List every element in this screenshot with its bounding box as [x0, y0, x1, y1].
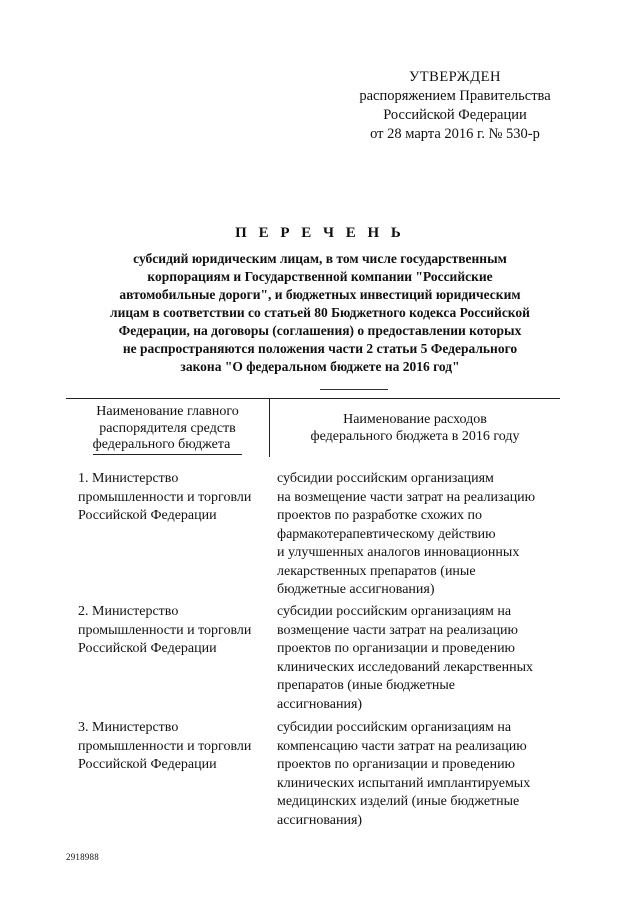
- subtitle-line: не распространяются положения части 2 статьи 5 Федерального: [122, 341, 518, 356]
- cell-line: промышленности и торговли: [78, 489, 252, 505]
- row-expense: [277, 719, 560, 830]
- cell-line: Российской Федерации: [78, 641, 217, 656]
- cell-line: ассигнования): [277, 696, 363, 712]
- cell-line: фармакотерапевтическому действию: [277, 526, 496, 542]
- cell-line: проектов по разработке схожих по: [277, 508, 483, 523]
- approval-title: УТВЕРЖДЕН: [409, 69, 501, 85]
- cell-line: промышленности и торговли: [78, 622, 252, 638]
- header-line: Наименование расходов: [343, 412, 487, 427]
- table-header: [66, 398, 560, 457]
- approval-line: от 28 марта 2016 г. № 530-р: [370, 126, 540, 142]
- header-cell-expenses: [270, 412, 560, 445]
- header-line: Наименование главного: [96, 404, 239, 419]
- cell-line: 3. Министерство: [78, 720, 179, 735]
- separator-line: [320, 389, 388, 390]
- cell-line: клинических исследований лекарственных: [277, 659, 534, 675]
- cell-line: препаратов (иные бюджетные: [277, 678, 456, 693]
- cell-line: субсидии российским организациям: [277, 471, 494, 486]
- cell-line: 2. Министерство: [78, 604, 179, 619]
- subtitle-line: лицам в соответствии со статьей 80 Бюджетного кодекса Российской: [110, 305, 530, 320]
- subsidies-table: [66, 398, 560, 828]
- approval-line: Российской Федерации: [383, 107, 527, 123]
- row-administrator: [78, 470, 270, 526]
- cell-line: на возмещение части затрат на реализацию: [277, 489, 536, 505]
- cell-line: медицинских изделий (иные бюджетные: [277, 794, 520, 809]
- cell-line: клинических испытаний имплантируемых: [277, 775, 531, 791]
- cell-line: возмещение части затрат на реализацию: [277, 622, 518, 638]
- subtitle-line: субсидий юридическим лицам, в том числе государственным: [133, 251, 507, 266]
- cell-line: компенсацию части затрат на реализацию: [277, 738, 527, 754]
- header-line: федерального бюджета в 2016 году: [310, 428, 520, 444]
- document-number: 2918988: [66, 852, 99, 862]
- cell-line: проектов по организации и проведению: [277, 641, 516, 656]
- cell-line: лекарственных препаратов (иные: [277, 563, 476, 579]
- subtitle-line: закона "О федеральном бюджете на 2016 год": [180, 359, 460, 374]
- cell-line: бюджетные ассигнования): [277, 582, 435, 597]
- document-heading: [78, 225, 562, 376]
- cell-line: и улучшенных аналогов инновационных: [277, 545, 520, 560]
- subtitle-line: автомобильные дороги", и бюджетных инвестиций юридическим: [119, 287, 521, 302]
- cell-line: субсидии российским организациям на: [277, 604, 512, 619]
- cell-line: промышленности и торговли: [78, 738, 252, 754]
- cell-line: ассигнования): [277, 812, 363, 828]
- subtitle-line: корпорациям и Государственной компании "Российские: [147, 269, 493, 284]
- subtitle-line: Федерации, на договоры (соглашения) о предоставлении которых: [118, 323, 522, 338]
- row-administrator: [78, 719, 270, 775]
- cell-line: проектов по организации и проведению: [277, 757, 516, 772]
- document-subtitle: [78, 250, 562, 376]
- header-cell-administrator: [66, 404, 269, 455]
- document-title: П Е Р Е Ч Е Н Ь: [235, 225, 405, 241]
- cell-line: Российской Федерации: [78, 508, 217, 523]
- cell-line: Российской Федерации: [78, 757, 217, 772]
- row-expense: [277, 470, 560, 600]
- approval-block: [340, 68, 570, 144]
- header-line: распорядителя средств: [99, 420, 236, 436]
- approval-line: распоряжением Правительства: [359, 88, 551, 104]
- row-expense: [277, 603, 560, 714]
- cell-line: субсидии российским организациям на: [277, 720, 512, 735]
- row-administrator: [78, 603, 270, 659]
- header-line: федерального бюджета: [93, 437, 243, 455]
- cell-line: 1. Министерство: [78, 471, 179, 486]
